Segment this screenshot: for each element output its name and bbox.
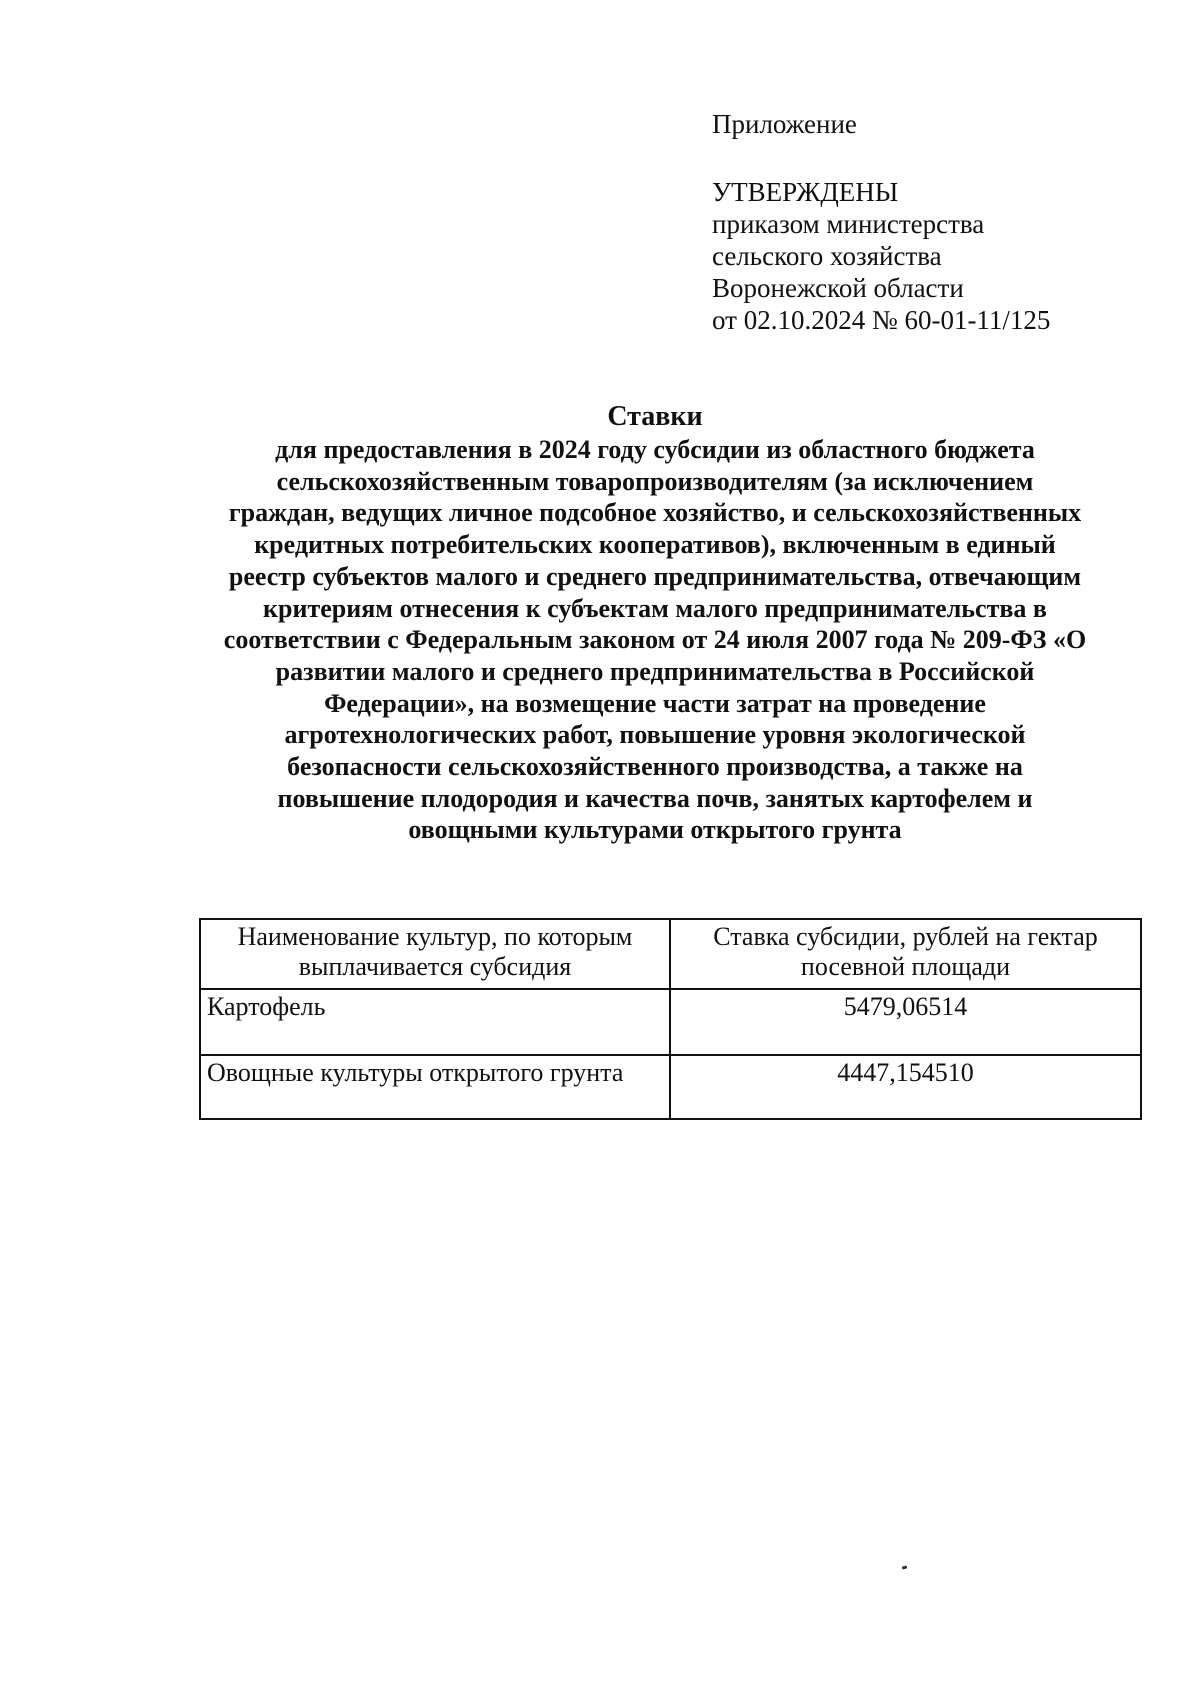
table-row — [200, 1055, 1141, 1119]
document-title: Ставки — [607, 401, 703, 432]
crop-name-cell: Овощные культуры открытого грунта — [200, 1055, 670, 1119]
subtitle-line: агротехнологических работ, повышение уровня экологической — [284, 720, 1026, 750]
approval-line: Воронежской области — [712, 273, 964, 303]
subtitle-line: соответствии с Федеральным законом от 24 июля 2007 года № 209-ФЗ «О — [223, 625, 1087, 655]
crop-name-cell: Картофель — [200, 989, 670, 1055]
approval-order-reference: от 02.10.2024 № 60-01-11/125 — [712, 305, 1051, 335]
subtitle-line: повышение плодородия и качества почв, занятых картофелем и — [277, 783, 1033, 813]
subtitle-line: овощными культурами открытого грунта — [408, 815, 902, 845]
rate-cell: 5479,06514 — [670, 989, 1141, 1055]
table-header-row — [200, 919, 1141, 989]
approval-block — [712, 108, 1142, 336]
subtitle-line: критериям отнесения к субъектам малого предпринимательства в — [263, 593, 1047, 623]
table-row — [200, 989, 1141, 1055]
subtitle-line: развитии малого и среднего предпринимательства в Российской — [275, 656, 1035, 686]
approved-label: УТВЕРЖДЕНЫ — [712, 177, 899, 207]
subtitle-line: реестр субъектов малого и среднего предпринимательства, отвечающим — [228, 561, 1082, 591]
subtitle-line: Федерации», на возмещение части затрат на проведение — [324, 688, 986, 718]
subsidy-rates-table — [199, 918, 1142, 1120]
subtitle-line: граждан, ведущих личное подсобное хозяйство, и сельскохозяйственных — [228, 498, 1082, 528]
subtitle-line: сельскохозяйственным товаропроизводителям (за исключением — [276, 466, 1034, 496]
rate-cell: 4447,154510 — [670, 1055, 1141, 1119]
scan-artifact-mark — [902, 1565, 908, 1569]
subtitle-line: кредитных потребительских кооперативов), включенным в единый — [254, 530, 1056, 560]
subtitle-line: для предоставления в 2024 году субсидии из областного бюджета — [275, 435, 1035, 464]
header-subsidy-rate: Ставка субсидии, рублей на гектар посевной площади — [670, 919, 1141, 989]
annex-label: Приложение — [712, 109, 857, 139]
approval-line: приказом министерства — [712, 209, 985, 239]
header-crop-name: Наименование культур, по которым выплачивается субсидия — [200, 919, 670, 989]
subtitle-line: безопасности сельскохозяйственного производства, а также на — [287, 752, 1023, 782]
approval-line: сельского хозяйства — [712, 241, 942, 271]
title-block — [150, 400, 1160, 846]
